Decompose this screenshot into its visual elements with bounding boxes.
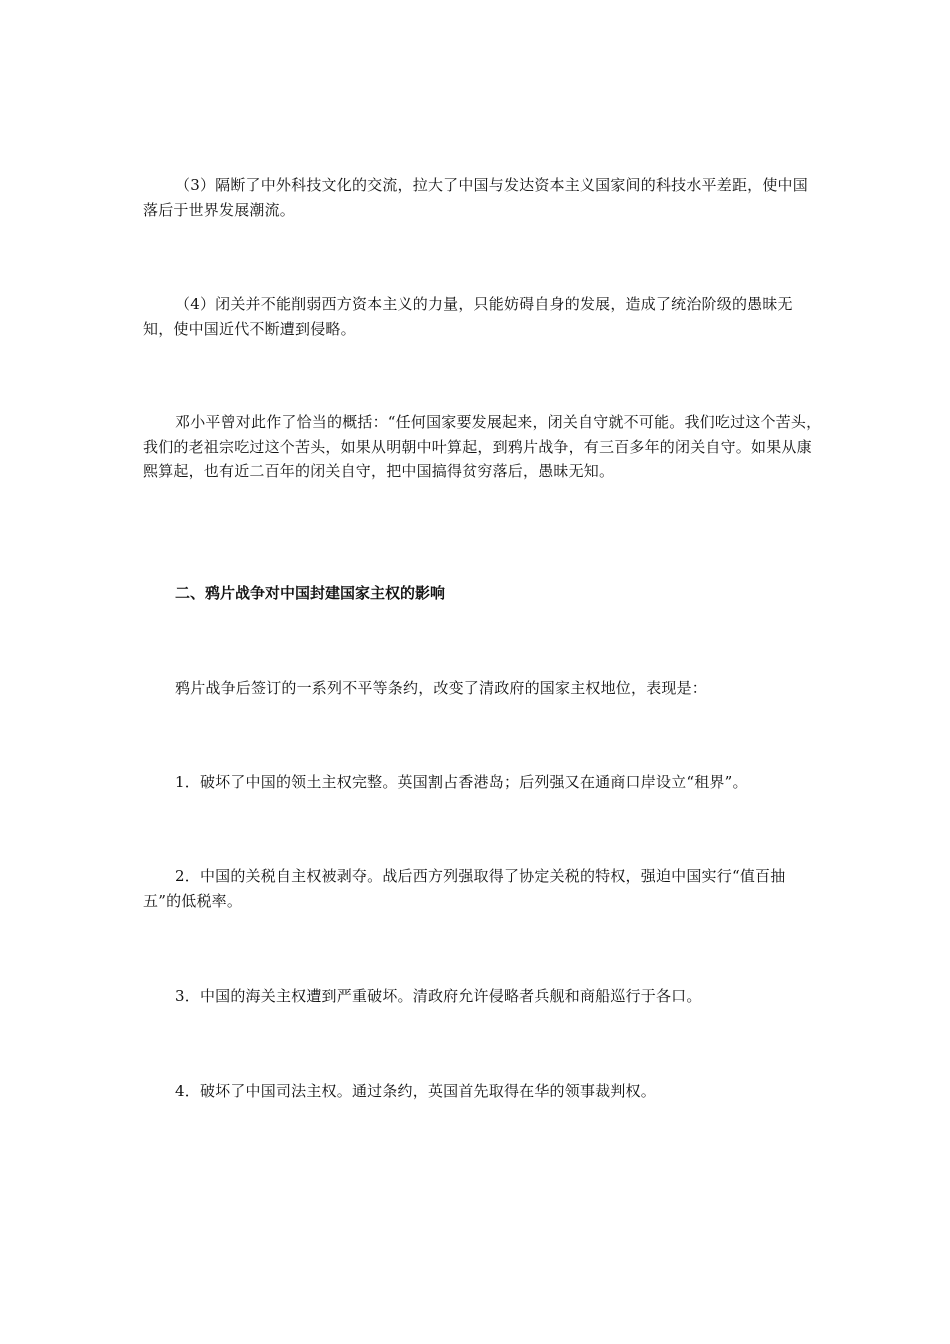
list-item-3: 3．中国的海关主权遭到严重破坏。清政府允许侵略者兵舰和商船巡行于各口。 [175, 987, 702, 1005]
section-heading: 二、鸦片战争对中国封建国家主权的影响 [175, 584, 446, 602]
list-item-2: 2．中国的关税自主权被剥夺。战后西方列强取得了协定关税的特权，强迫中国实行“值百抽五”的低税率。 [143, 867, 786, 910]
paragraph-point-3: （3）隔断了中外科技文化的交流，拉大了中国与发达资本主义国家间的科技水平差距，使中国落后于世界发展潮流。 [143, 176, 808, 219]
paragraph-point-4: （4）闭关并不能削弱西方资本主义的力量，只能妨碍自身的发展，造成了统治阶级的愚昧无知，使中国近代不断遭到侵略。 [143, 295, 793, 338]
paragraph-deng-quote: 邓小平曾对此作了恰当的概括：“任何国家要发展起来，闭关自守就不可能。我们吃过这个苦头，我们的老祖宗吃过这个苦头，如果从明朝中叶算起，到鸦片战争，有三百多年的闭关自守。如果从康熙算起，也有近二百年的闭关自守，把中国搞得贫穷落后，愚昧无知。 [143, 413, 822, 480]
paragraph-intro: 鸦片战争后签订的一系列不平等条约，改变了清政府的国家主权地位，表现是： [175, 679, 708, 697]
list-item-4: 4．破坏了中国司法主权。通过条约，英国首先取得在华的领事裁判权。 [175, 1082, 656, 1100]
list-item-1: 1．破坏了中国的领土主权完整。英国割占香港岛；后列强又在通商口岸设立“租界”。 [175, 773, 748, 791]
